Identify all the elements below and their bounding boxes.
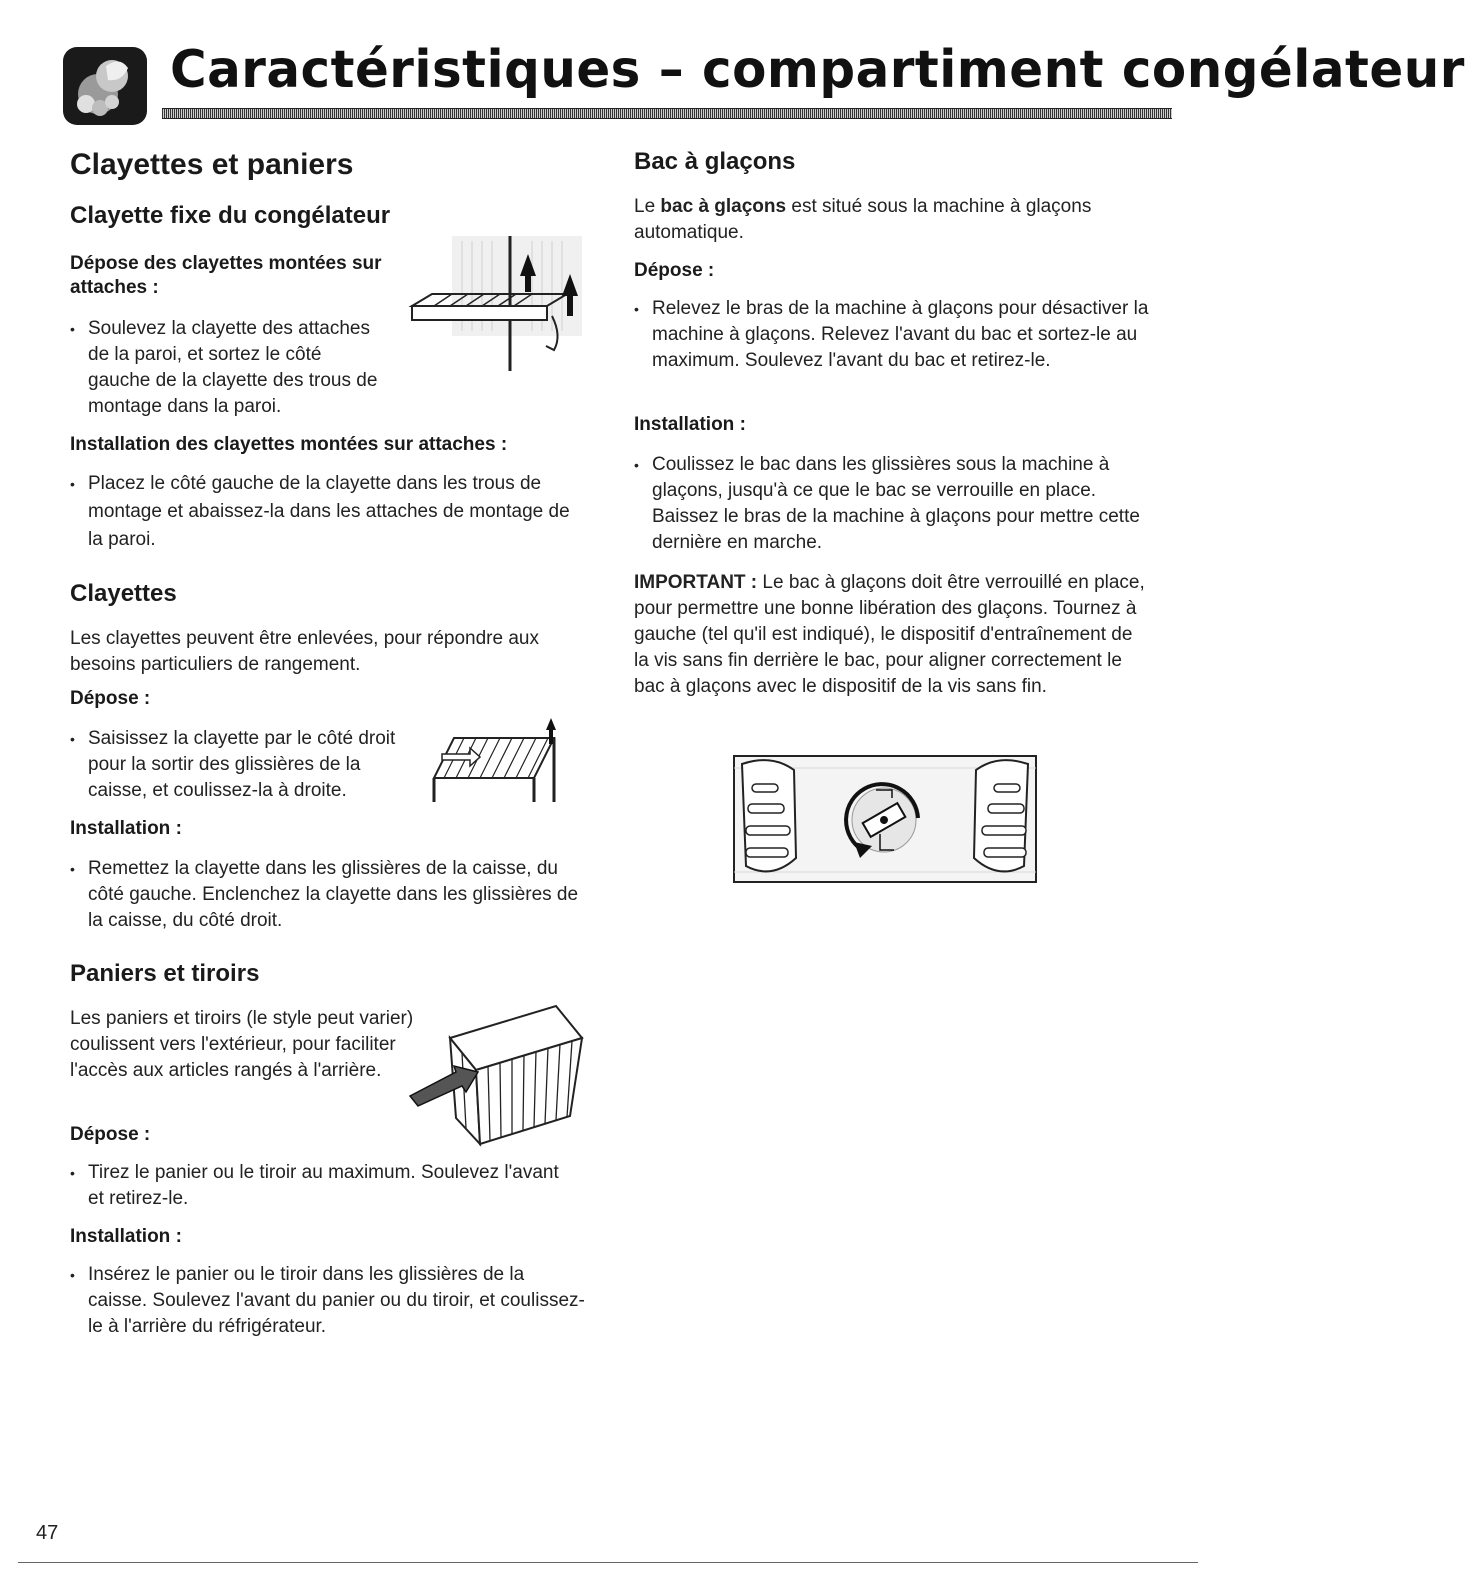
shelf-slide-illustration: [414, 718, 564, 810]
bullet-install-clayettes: • Remettez la clayette dans les glissières de la caisse, du côté gauche. Enclenchez la clayette dans les glissières de la caisse, du côté droit.: [70, 856, 588, 934]
heading-install-attaches: Installation des clayettes montées sur attaches :: [70, 434, 508, 455]
subsection-title-clayette-fixe: Clayette fixe du congélateur: [70, 202, 391, 229]
basket-illustration: [406, 998, 592, 1150]
heading-depose-paniers: Dépose :: [70, 1124, 151, 1145]
subsection-title-clayettes: Clayettes: [70, 580, 177, 607]
bullet-install-bac: • Coulissez le bac dans les glissières sous la machine à glaçons, jusqu'à ce que le bac se verrouille en place. Baissez le bras de la machine à glaçons pour mettre cette dernière en marche.: [634, 452, 1152, 556]
subsection-title-bac-glacons: Bac à glaçons: [634, 148, 796, 175]
fixed-shelf-illustration: [392, 236, 592, 376]
section-title-clayettes-paniers: Clayettes et paniers: [70, 148, 354, 181]
page-title: Caractéristiques – compartiment congélateur: [170, 40, 1465, 100]
auger-drive-illustration: [732, 754, 1038, 886]
clayettes-intro: Les clayettes peuvent être enlevées, pour répondre aux besoins particuliers de rangement.: [70, 628, 539, 675]
subsection-title-paniers: Paniers et tiroirs: [70, 960, 260, 987]
page-header: [62, 38, 1465, 128]
heading-depose-bac: Dépose :: [634, 260, 715, 281]
heading-depose-attaches: Dépose des clayettes montées sur attaches :: [70, 253, 382, 298]
bullet-install-paniers: • Insérez le panier ou le tiroir dans les glissières de la caisse. Soulevez l'avant du panier ou du tiroir, et coulissez-le à l'arrière du réfrigérateur.: [70, 1262, 588, 1340]
bullet-depose-bac: • Relevez le bras de la machine à glaçons pour désactiver la machine à glaçons. Relevez l'avant du bac et sortez-le au maximum. Soulevez l'avant du bac et retirez-le.: [634, 296, 1152, 374]
bac-glacons-intro: Le bac à glaçons est situé sous la machine à glaçons automatique.: [634, 196, 1092, 243]
bullet-depose-attaches: • Soulevez la clayette des attaches de la paroi, et sortez le côté gauche de la clayette des trous de montage dans la paroi.: [70, 316, 388, 420]
bullet-install-attaches: • Placez le côté gauche de la clayette dans les trous de montage et abaissez-la dans les attaches de montage de la paroi.: [70, 470, 578, 554]
paniers-intro: Les paniers et tiroirs (le style peut varier) coulissent vers l'extérieur, pour faciliter l'accès aux articles rangés à l'arrière.: [70, 1008, 414, 1081]
bullet-depose-paniers: • Tirez le panier ou le tiroir au maximum. Soulevez l'avant et retirez-le.: [70, 1160, 568, 1212]
freezer-section-icon: [62, 46, 148, 126]
important-note: IMPORTANT : Le bac à glaçons doit être verrouillé en place, pour permettre une bonne libération des glaçons. Tournez à gauche (tel qu'il est indiqué), le dispositif d'entraînement de la vis sans fin derrière le bac, pour aligner correctement le bac à glaçons avec le dispositif de la vis sans fin.: [634, 572, 1145, 697]
heading-depose-clayettes: Dépose :: [70, 688, 151, 709]
heading-install-clayettes: Installation :: [70, 818, 182, 839]
heading-install-bac: Installation :: [634, 414, 746, 435]
heading-install-paniers: Installation :: [70, 1226, 182, 1247]
footer-rule: [18, 1562, 1198, 1563]
header-rule: [162, 108, 1172, 119]
bullet-depose-clayettes: • Saisissez la clayette par le côté droit pour la sortir des glissières de la caisse, et coulissez-la à droite.: [70, 726, 398, 804]
page-number: 47: [36, 1522, 59, 1544]
